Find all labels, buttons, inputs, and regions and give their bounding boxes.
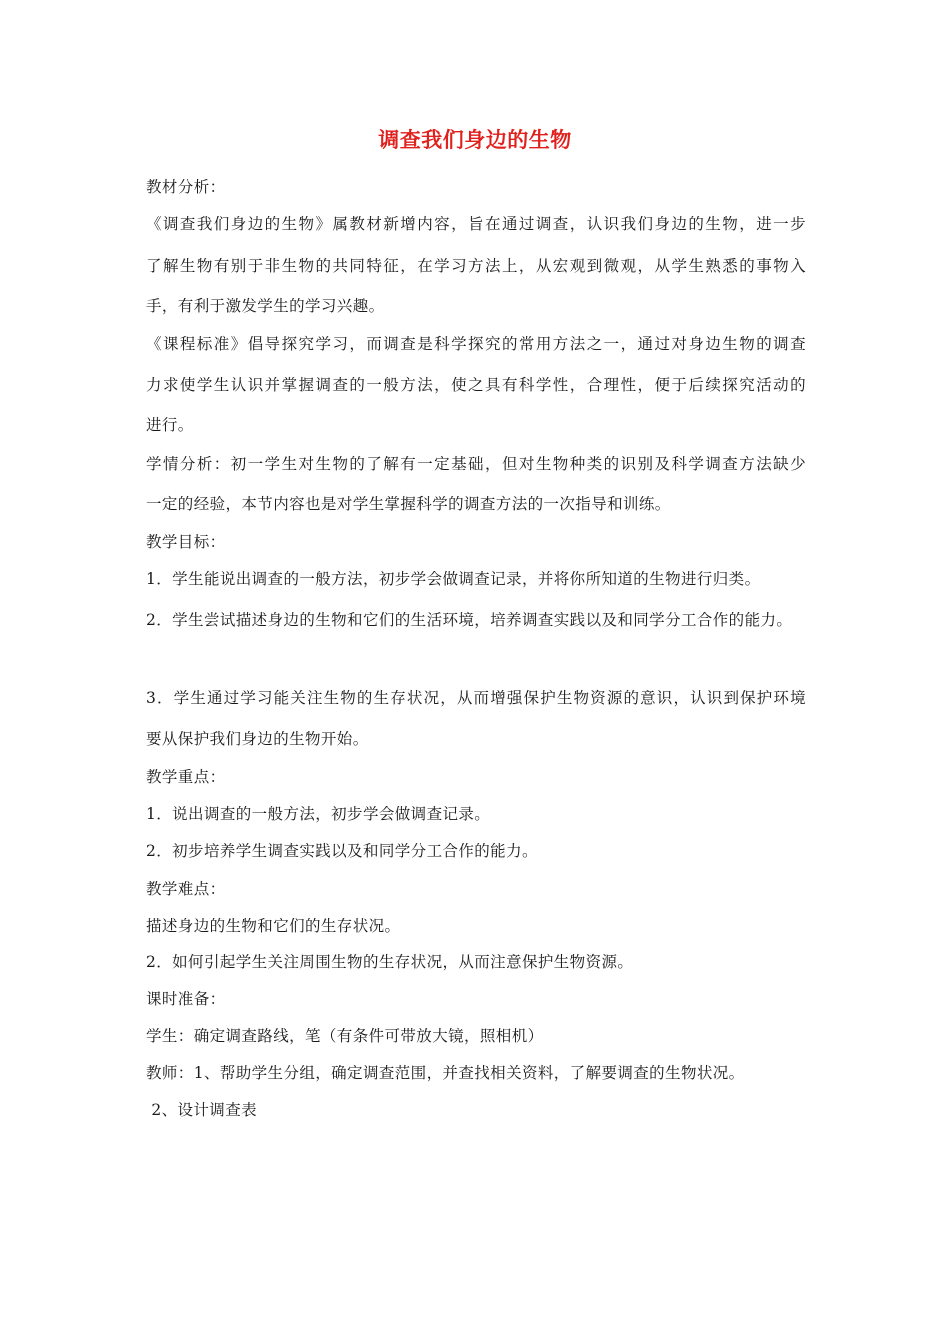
list-item: 1．说出调查的一般方法，初步学会做调查记录。 [146, 805, 491, 823]
paragraph-line: 《调查我们身边的生物》属教材新增内容，旨在通过调查，认识我们身边的生物，进一步 [146, 215, 806, 233]
list-item: 2．如何引起学生关注周围生物的生存状况，从而注意保护生物资源。 [146, 953, 634, 971]
paragraph-line: 手，有利于激发学生的学习兴趣。 [146, 297, 385, 315]
paragraph-line: 学情分析：初一学生对生物的了解有一定基础，但对生物种类的识别及科学调查方法缺少 [146, 455, 806, 473]
paragraph-line: 一定的经验，本节内容也是对学生掌握科学的调查方法的一次指导和训练。 [146, 495, 671, 513]
section-heading-teaching-goals: 教学目标： [146, 533, 226, 551]
paragraph-line: 2、设计调查表 [146, 1101, 257, 1119]
paragraph-line: 力求使学生认识并掌握调查的一般方法，使之具有科学性，合理性，便于后续探究活动的 [146, 376, 806, 394]
paragraph-line: 教师：1、帮助学生分组，确定调查范围，并查找相关资料，了解要调查的生物状况。 [146, 1064, 745, 1082]
paragraph-line: 要从保护我们身边的生物开始。 [146, 730, 369, 748]
list-item: 3．学生通过学习能关注生物的生存状况，从而增强保护生物资源的意识，认识到保护环境 [146, 689, 806, 707]
list-item: 2．学生尝试描述身边的生物和它们的生活环境，培养调查实践以及和同学分工合作的能力。 [146, 611, 793, 629]
section-heading-textbook-analysis: 教材分析： [146, 178, 226, 196]
paragraph-line: 学生：确定调查路线，笔（有条件可带放大镜，照相机） [146, 1027, 544, 1045]
section-heading-difficulties: 教学难点： [146, 880, 226, 898]
section-heading-key-points: 教学重点： [146, 768, 226, 786]
list-item: 2．初步培养学生调查实践以及和同学分工合作的能力。 [146, 842, 538, 860]
list-item: 1．学生能说出调查的一般方法，初步学会做调查记录，并将你所知道的生物进行归类。 [146, 570, 761, 588]
section-heading-preparation: 课时准备： [146, 990, 226, 1008]
document-title: 调查我们身边的生物 [378, 128, 572, 152]
paragraph-line: 《课程标准》倡导探究学习，而调查是科学探究的常用方法之一，通过对身边生物的调查 [146, 335, 806, 353]
paragraph-line: 了解生物有别于非生物的共同特征，在学习方法上，从宏观到微观，从学生熟悉的事物入 [146, 257, 806, 275]
paragraph-line: 描述身边的生物和它们的生存状况。 [146, 917, 401, 935]
paragraph-line: 进行。 [146, 416, 194, 434]
